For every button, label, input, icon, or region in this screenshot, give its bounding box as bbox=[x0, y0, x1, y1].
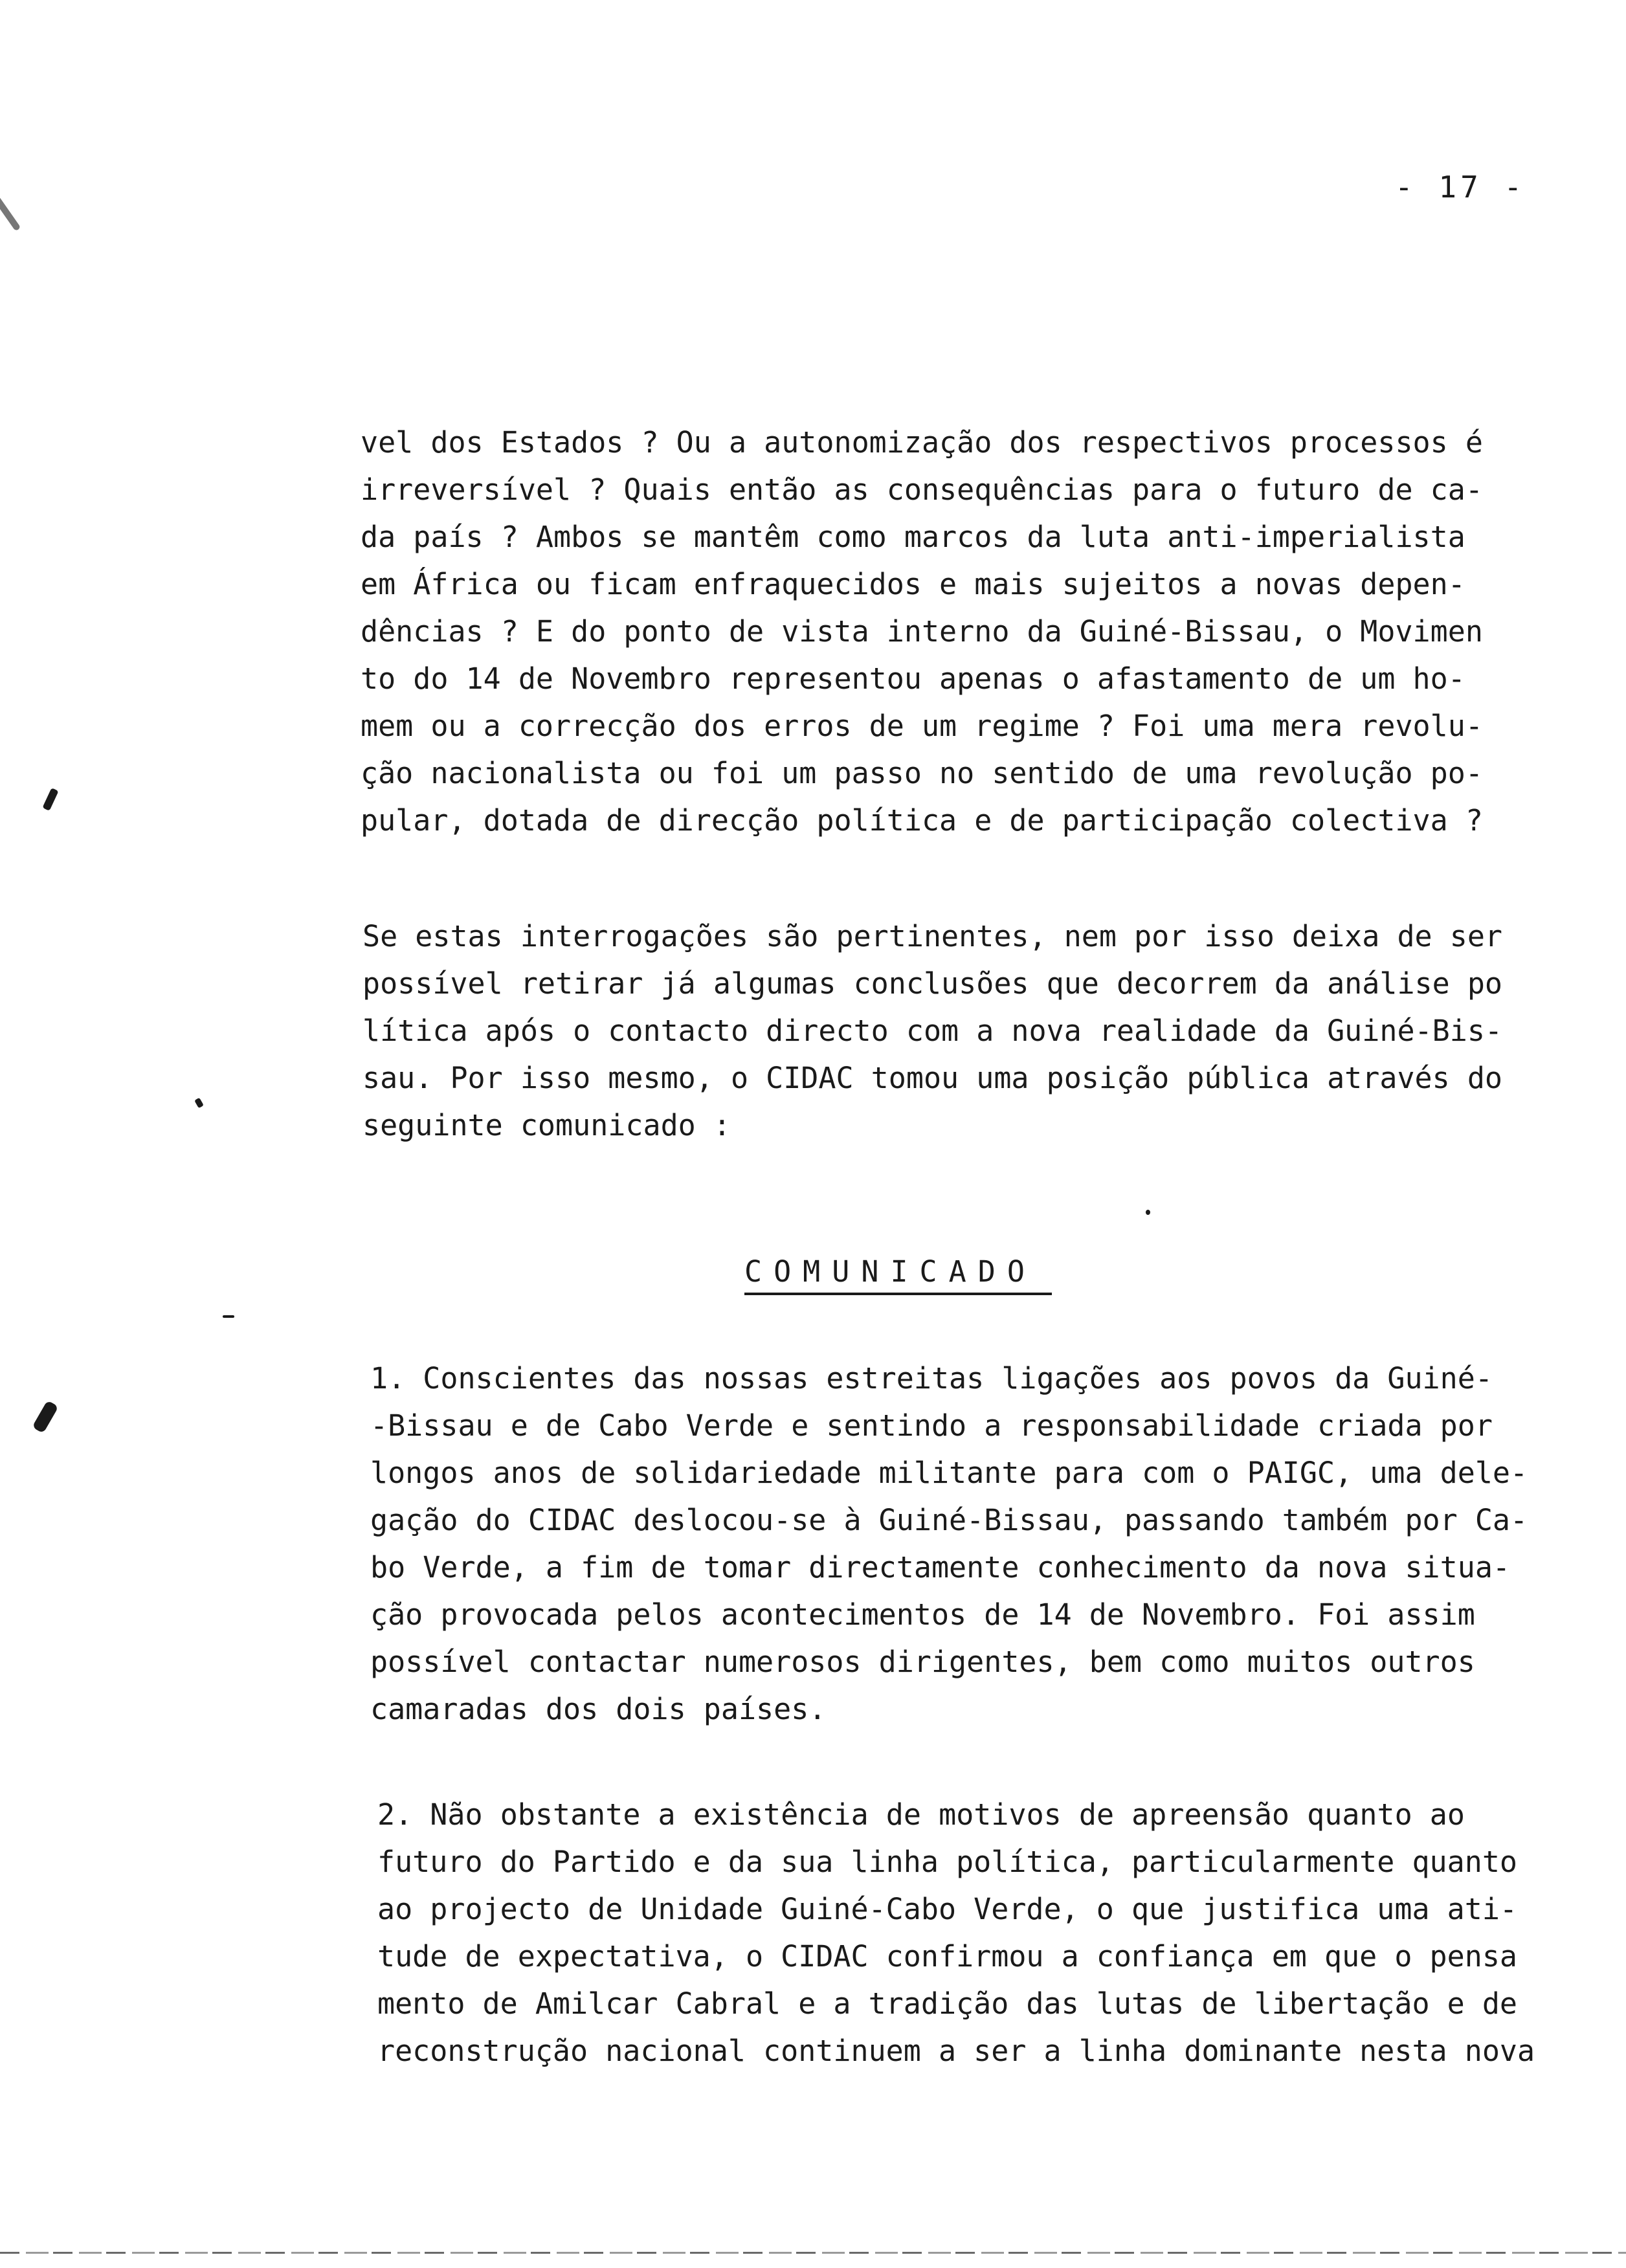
text-line: longos anos de solidariedade militante para com o PAIGC, uma dele- bbox=[370, 1456, 1528, 1490]
text-line: to do 14 de Novembro representou apenas o afastamento de um ho- bbox=[361, 662, 1465, 696]
text-line: da país ? Ambos se mantêm como marcos da luta anti-imperialista bbox=[361, 520, 1465, 554]
text-line: sau. Por isso mesmo, o CIDAC tomou uma posição pública através do bbox=[362, 1061, 1502, 1095]
text-line: lítica após o contacto directo com a nova realidade da Guiné-Bis- bbox=[362, 1014, 1502, 1048]
margin-mark bbox=[0, 196, 21, 232]
text-line: seguinte comunicado : bbox=[362, 1108, 731, 1142]
text-line: gação do CIDAC deslocou-se à Guiné-Bissau, passando também por Ca- bbox=[370, 1503, 1528, 1537]
text-line: ao projecto de Unidade Guiné-Cabo Verde, o que justifica uma ati- bbox=[377, 1892, 1517, 1926]
communique-item-1 bbox=[370, 1355, 1528, 1733]
text-line: camaradas dos dois países. bbox=[370, 1692, 827, 1726]
margin-mark bbox=[42, 788, 58, 811]
paragraph-conclusions bbox=[362, 913, 1502, 1149]
text-line: possível retirar já algumas conclusões que decorrem da análise po bbox=[362, 966, 1502, 1001]
margin-mark bbox=[32, 1400, 58, 1434]
text-line: 1. Conscientes das nossas estreitas ligações aos povos da Guiné- bbox=[370, 1361, 1493, 1395]
text-line: reconstrução nacional continuem a ser a linha dominante nesta nova bbox=[377, 2034, 1535, 2068]
text-line: futuro do Partido e da sua linha política, particularmente quanto bbox=[377, 1845, 1517, 1879]
text-line: ção nacionalista ou foi um passo no sentido de uma revolução po- bbox=[361, 756, 1483, 790]
text-line: vel dos Estados ? Ou a autonomização dos respectivos processos é bbox=[361, 425, 1483, 460]
margin-mark bbox=[1146, 1210, 1150, 1215]
text-line: bo Verde, a fim de tomar directamente conhecimento da nova situa- bbox=[370, 1550, 1510, 1584]
text-line: -Bissau e de Cabo Verde e sentindo a responsabilidade criada por bbox=[370, 1408, 1493, 1443]
text-line: 2. Não obstante a existência de motivos de apreensão quanto ao bbox=[377, 1797, 1465, 1832]
margin-mark bbox=[223, 1315, 234, 1318]
paragraph-questions bbox=[361, 419, 1483, 844]
section-heading: COMUNICADO bbox=[744, 1254, 1052, 1295]
text-line: possível contactar numerosos dirigentes, bem como muitos outros bbox=[370, 1645, 1475, 1679]
margin-mark bbox=[194, 1098, 204, 1109]
text-line: mem ou a correcção dos erros de um regime ? Foi uma mera revolu- bbox=[361, 709, 1483, 743]
text-line: ção provocada pelos acontecimentos de 14 de Novembro. Foi assim bbox=[370, 1597, 1475, 1632]
page-number: - 17 - bbox=[1395, 170, 1526, 205]
text-line: pular, dotada de direcção política e de participação colectiva ? bbox=[361, 803, 1483, 838]
communique-item-2 bbox=[377, 1791, 1535, 2074]
scan-edge-line bbox=[0, 2252, 1626, 2254]
text-line: em África ou ficam enfraquecidos e mais sujeitos a novas depen- bbox=[361, 567, 1465, 601]
text-line: irreversível ? Quais então as consequências para o futuro de ca- bbox=[361, 472, 1483, 507]
text-line: tude de expectativa, o CIDAC confirmou a confiança em que o pensa bbox=[377, 1939, 1517, 1973]
text-line: mento de Amilcar Cabral e a tradição das lutas de libertação e de bbox=[377, 1986, 1517, 2021]
text-line: dências ? E do ponto de vista interno da Guiné-Bissau, o Movimen bbox=[361, 614, 1483, 649]
text-line: Se estas interrogações são pertinentes, nem por isso deixa de ser bbox=[362, 919, 1502, 953]
